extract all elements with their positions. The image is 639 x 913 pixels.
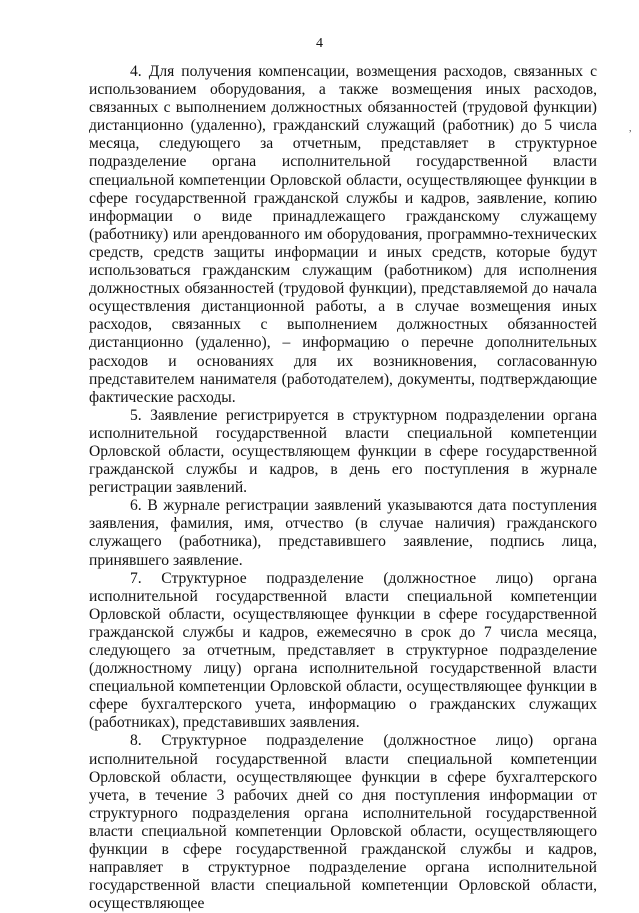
paragraph-7: 7. Структурное подразделение (должностное лицо) органа исполнительной государственной власти специальной компетенции Орловской области, осуществляющее функции в сфере государственной гражданской службы и кадров, ежемесячно в срок до 7 числа месяца, следующего за отчетным, представляет в структурное подразделение (должностному лицу) органа исполнительной государственной власти специальной компетенции Орловской области, осуществляющее функции в сфере бухгалтерского учета, информацию о гражданских служащих (работниках), представивших заявления. bbox=[89, 569, 597, 732]
document-body bbox=[89, 63, 597, 913]
paragraph-4: 4. Для получения компенсации, возмещения расходов, связанных с использованием оборудования, а также возмещения иных расходов, связанных с выполнением должностных обязанностей (трудовой функции) дистанционно (удаленно), гражданский служащий (работник) до 5 числа месяца, следующего за отчетным, представляет в структурное подразделение органа исполнительной государственной власти специальной компетенции Орловской области, осуществляющее функции в сфере государственной гражданской службы и кадров, заявление, копию информации о виде принадлежащего гражданскому служащему (работнику) или арендованного им оборудования, программно-технических средств, средств защиты информации и иных средств, которые будут использоваться гражданским служащим (работником) для исполнения должностных обязанностей (трудовой функции), представляемой до начала осуществления дистанционной работы, а в случае возмещения иных расходов, связанных с выполнением должностных обязанностей дистанционно (удаленно), – информацию о перечне дополнительных расходов и основаниях для их возникновения, согласованную представителем нанимателя (работодателем), документы, подтверждающие фактические расходы. bbox=[89, 63, 597, 406]
paragraph-5: 5. Заявление регистрируется в структурном подразделении органа исполнительной государственной власти специальной компетенции Орловской области, осуществляющем функции в сфере государственной гражданской службы и кадров, в день его поступления в журнале регистрации заявлений. bbox=[89, 406, 597, 497]
margin-mark: , bbox=[629, 123, 632, 134]
paragraph-8: 8. Структурное подразделение (должностное лицо) органа исполнительной государственной власти специальной компетенции Орловской области, осуществляющее функции в сфере бухгалтерского учета, в течение 3 рабочих дней со дня поступления информации от структурного подразделения органа исполнительной государственной власти специальной компетенции Орловской области, осуществляющего функции в сфере государственной гражданской службы и кадров, направляет в структурное подразделение органа исполнительной государственной власти специальной компетенции Орловской области, осуществляющее bbox=[89, 732, 597, 913]
page-number: 4 bbox=[316, 36, 323, 51]
paragraph-6: 6. В журнале регистрации заявлений указываются дата поступления заявления, фамилия, имя, отчество (в случае наличия) гражданского служащего (работника), представившего заявление, подпись лица, принявшего заявление. bbox=[89, 497, 597, 569]
